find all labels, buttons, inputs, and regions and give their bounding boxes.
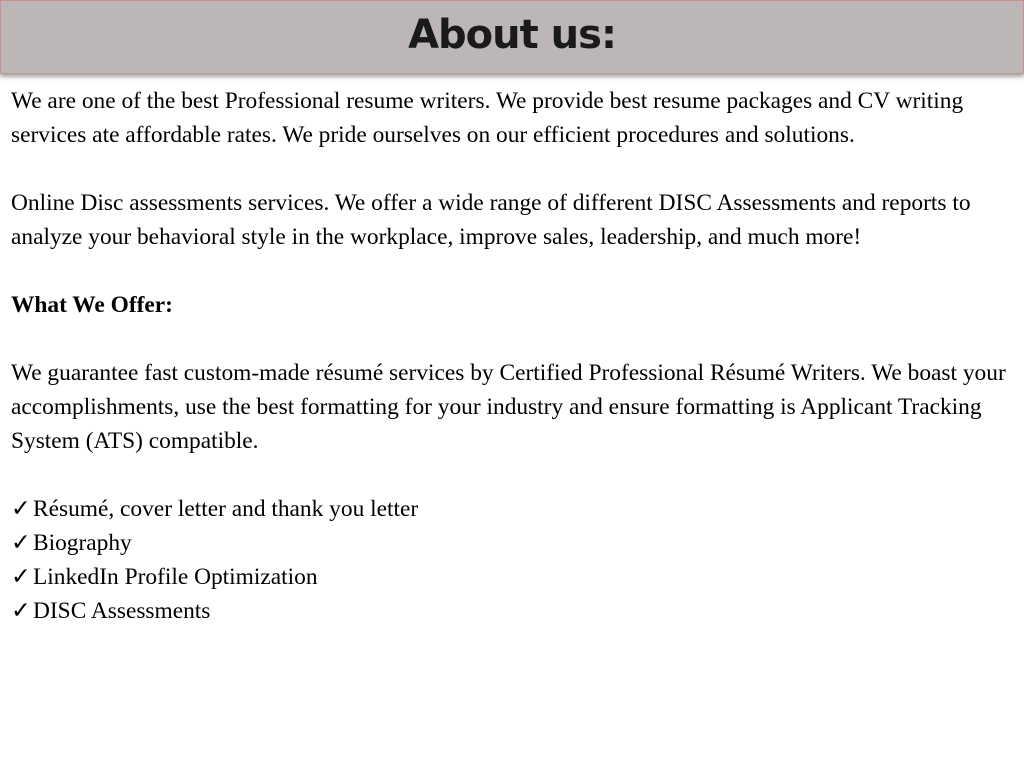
list-item-label: LinkedIn Profile Optimization [33,564,318,590]
intro-paragraph: We are one of the best Professional resume writers. We provide best resume packages and CV writing services ate affordable rates. We pride ourselves on our efficient procedures and solutions. [11,88,964,148]
disc-paragraph: Online Disc assessments services. We offer a wide range of different DISC Assessments and reports to analyze your behavioral style in the workplace, improve sales, leadership, and much more! [11,190,971,250]
checkmark-icon: ✓ [11,564,31,590]
checkmark-icon: ✓ [11,530,31,556]
list-item [11,526,1015,560]
list-item-label: DISC Assessments [33,598,211,624]
checkmark-icon: ✓ [11,598,31,624]
list-item [11,492,1015,526]
list-item [11,560,1015,594]
list-item [11,594,1015,628]
title-bar [0,0,1024,74]
list-item-label: Biography [33,530,132,556]
offer-heading: What We Offer: [11,292,173,318]
guarantee-paragraph: We guarantee fast custom-made résumé services by Certified Professional Résumé Writers. We boast your accomplishments, use the best formatting for your industry and ensure formatting is Applicant Tracking System (ATS) compatible. [11,360,1006,454]
list-item-label: Résumé, cover letter and thank you letter [33,496,419,522]
page-title: About us: [408,12,616,58]
body-content [11,84,1015,628]
checkmark-icon: ✓ [11,496,31,522]
services-list [11,492,1015,628]
